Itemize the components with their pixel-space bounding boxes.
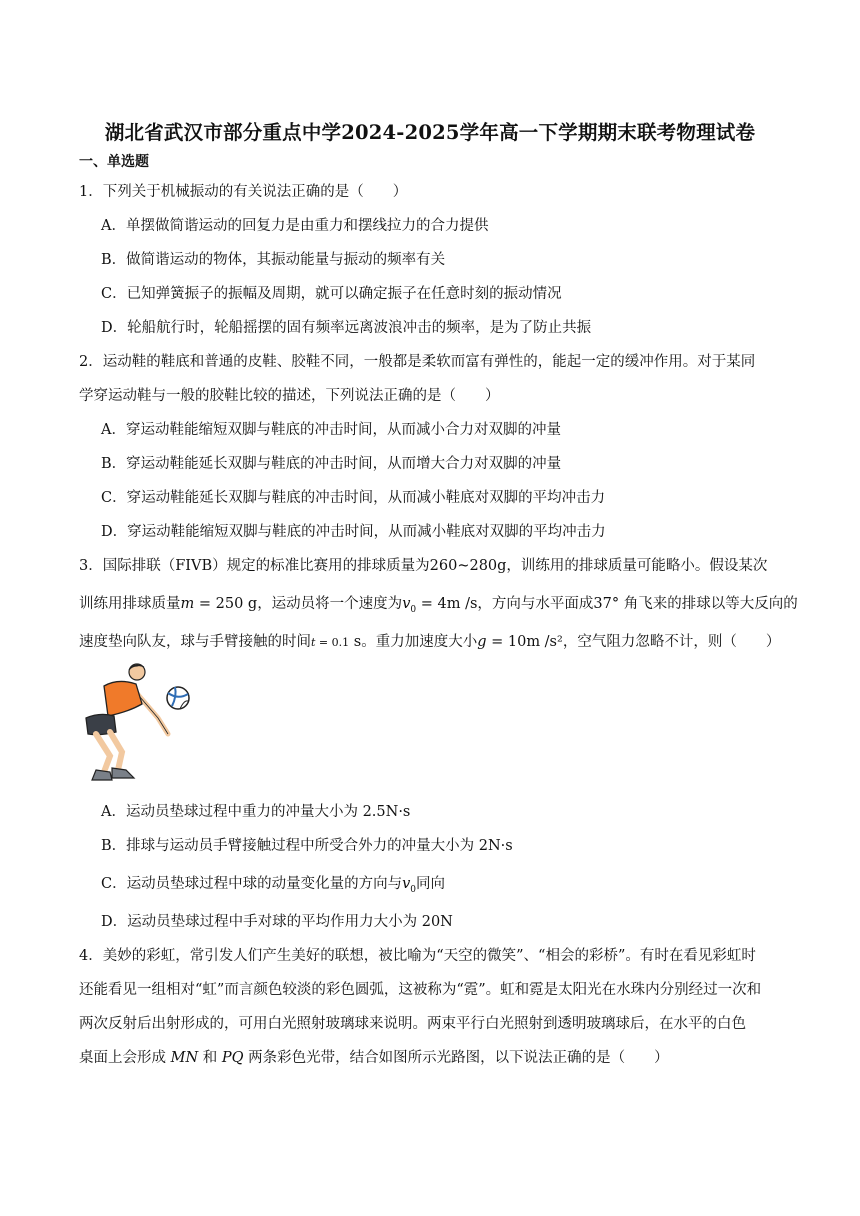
mass-variable: m <box>180 596 195 612</box>
gravity-value: = 10m /s² <box>486 634 563 650</box>
q4-text: 两条彩色光带，结合如图所示光路图，以下说法正确的是（ ） <box>243 1050 669 1066</box>
q3-text: 训练用排球质量 <box>79 596 181 612</box>
section-heading: 一、单选题 <box>79 154 149 170</box>
q4-stem-line4 <box>79 1046 669 1067</box>
q4-text: 和 <box>198 1050 222 1066</box>
q3-option-c <box>101 872 445 895</box>
exam-title: 湖北省武汉市部分重点中学2024-2025学年高一下学期期末联考物理试卷 <box>104 121 756 144</box>
velocity-value: = 4m /s <box>416 596 478 612</box>
q3-text: ，方向与水平面成37° 角飞来的排球以等大反向的 <box>477 596 798 612</box>
velocity-variable: v <box>402 596 411 612</box>
q3-option-d: D．运动员垫球过程中手对球的平均作用力大小为 20N <box>101 914 453 930</box>
volleyball-player-illustration <box>82 660 194 786</box>
q4-stem-line3: 两次反射后出射形成的，可用白光照射玻璃球来说明。两束平行白光照射到透明玻璃球后，在水平的白色 <box>79 1016 746 1032</box>
gravity-variable: g <box>477 634 487 650</box>
q3-option-b: B．排球与运动员手臂接触过程中所受合外力的冲量大小为 2N·s <box>101 838 513 854</box>
band-mn: MN <box>170 1050 199 1066</box>
mass-value: = 250 g <box>194 596 258 612</box>
q3-text: ，空气阻力忽略不计，则（ ） <box>562 634 781 650</box>
q3-stem-line1: 3．国际排联（FIVB）规定的标准比赛用的排球质量为260~280g，训练用的排球质量可能略小。假设某次 <box>79 558 768 574</box>
velocity-subscript: 0 <box>410 884 417 895</box>
q3-text: s。重力加速度大小 <box>349 634 478 650</box>
q1-option-d: D．轮船航行时，轮船摇摆的固有频率远离波浪冲击的频率，是为了防止共振 <box>101 320 592 336</box>
q3-text: 速度垫向队友，球与手臂接触的时间 <box>79 634 311 650</box>
q3-c-text: 同向 <box>416 876 446 892</box>
q1-option-a: A．单摆做简谐运动的回复力是由重力和摆线拉力的合力提供 <box>101 218 489 234</box>
q2-stem-line1: 2．运动鞋的鞋底和普通的皮鞋、胶鞋不同，一般都是柔软而富有弹性的，能起一定的缓冲作用。对于某同 <box>79 354 756 370</box>
band-pq: PQ <box>221 1050 244 1066</box>
q2-option-c: C．穿运动鞋能延长双脚与鞋底的冲击时间，从而减小鞋底对双脚的平均冲击力 <box>101 490 606 506</box>
time-value: = 0.1 <box>315 636 350 649</box>
velocity-subscript: 0 <box>410 604 417 615</box>
q4-stem-line1: 4．美妙的彩虹，常引发人们产生美好的联想，被比喻为“天空的微笑”、“相会的彩桥”。有时在看见彩虹时 <box>79 948 756 964</box>
q4-stem-line2: 还能看见一组相对“虹”而言颜色较淡的彩色圆弧，这被称为“霓”。虹和霓是太阳光在水珠内分别经过一次和 <box>79 982 762 998</box>
q2-option-a: A．穿运动鞋能缩短双脚与鞋底的冲击时间，从而减小合力对双脚的冲量 <box>101 422 561 438</box>
q3-stem-line2 <box>79 592 798 615</box>
q2-option-d: D．穿运动鞋能缩短双脚与鞋底的冲击时间，从而减小鞋底对双脚的平均冲击力 <box>101 524 606 540</box>
q3-c-text: C．运动员垫球过程中球的动量变化量的方向与 <box>101 876 403 892</box>
q1-option-b: B．做简谐运动的物体，其振动能量与振动的频率有关 <box>101 252 446 268</box>
q3-stem-line3 <box>79 630 780 651</box>
q2-stem-line2: 学穿运动鞋与一般的胶鞋比较的描述，下列说法正确的是（ ） <box>79 388 500 404</box>
q4-text: 桌面上会形成 <box>79 1050 171 1066</box>
q1-option-c: C．已知弹簧振子的振幅及周期，就可以确定振子在任意时刻的振动情况 <box>101 286 562 302</box>
time-variable: t <box>311 636 316 649</box>
q3-text: ，运动员将一个速度为 <box>257 596 403 612</box>
q3-option-a: A．运动员垫球过程中重力的冲量大小为 2.5N·s <box>101 804 411 820</box>
q1-stem: 1．下列关于机械振动的有关说法正确的是（ ） <box>79 184 408 200</box>
velocity-variable: v <box>402 876 411 892</box>
q2-option-b: B．穿运动鞋能延长双脚与鞋底的冲击时间，从而增大合力对双脚的冲量 <box>101 456 562 472</box>
